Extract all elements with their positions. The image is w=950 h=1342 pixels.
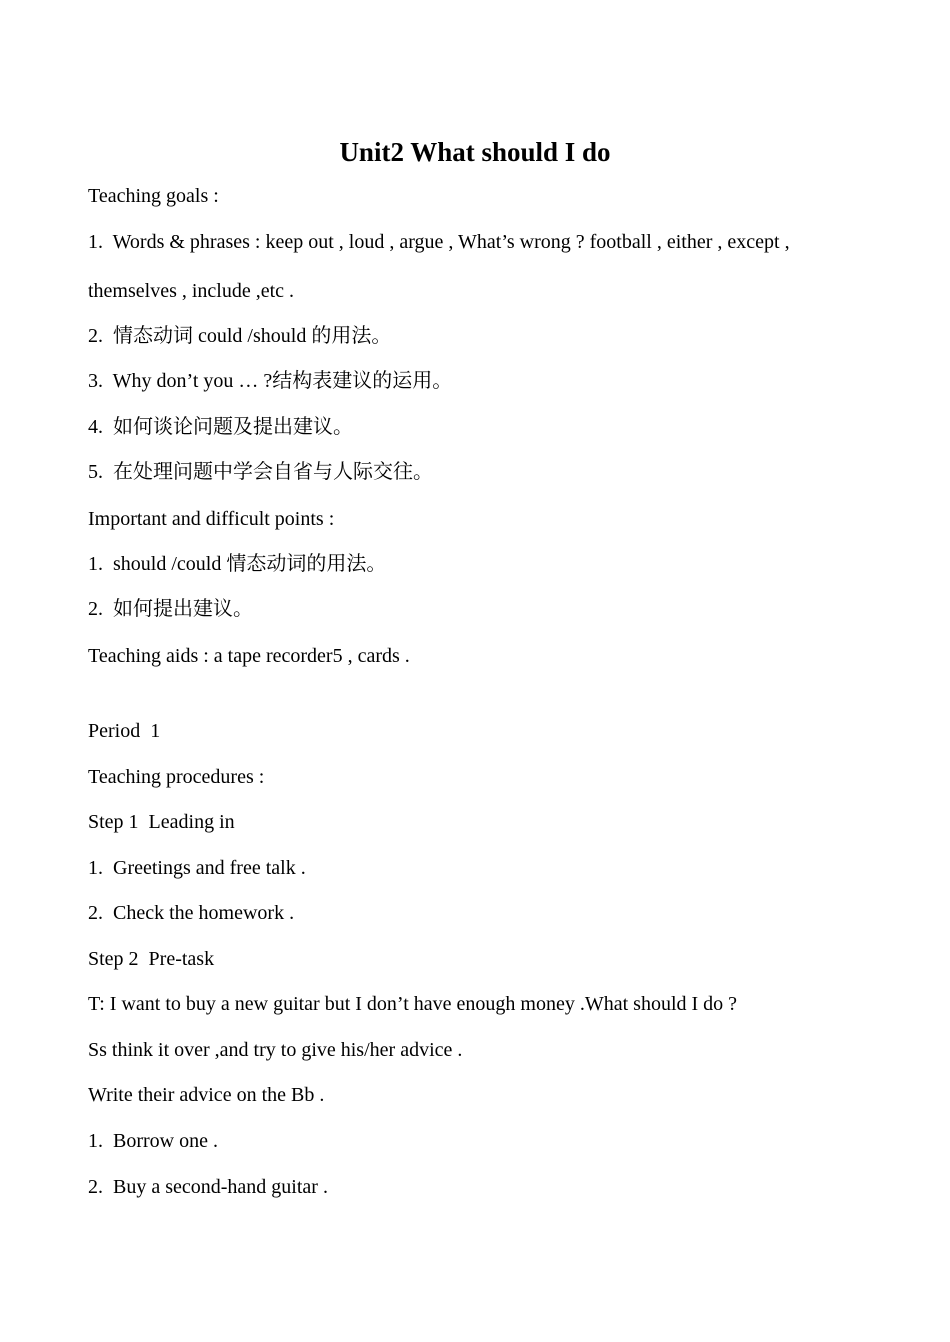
teaching-aids: Teaching aids : a tape recorder5 , cards .: [88, 645, 410, 667]
step-2-heading: Step 2 Pre-task: [88, 948, 215, 970]
period-heading: Period 1: [88, 720, 161, 742]
advice-item-2: 2. Buy a second-hand guitar .: [88, 1176, 328, 1198]
board-instruction: Write their advice on the Bb .: [88, 1084, 325, 1106]
goal-item-1: 1. Words & phrases : keep out , loud , argue , What’s wrong ? football , either , except ,: [88, 231, 790, 253]
step-1-item-1: 1. Greetings and free talk .: [88, 857, 306, 879]
section-heading-important-points: Important and difficult points :: [88, 508, 335, 530]
goal-item-5: 5. 在处理问题中学会自省与人际交往。: [88, 461, 433, 483]
point-item-2: 2. 如何提出建议。: [88, 598, 253, 620]
teacher-line: T: I want to buy a new guitar but I don’t have enough money .What should I do ?: [88, 993, 738, 1015]
document-title: Unit2 What should I do: [339, 137, 611, 167]
section-heading-procedures: Teaching procedures :: [88, 766, 265, 788]
goal-item-1-continued: themselves , include ,etc .: [88, 280, 295, 302]
advice-item-1: 1. Borrow one .: [88, 1130, 218, 1152]
step-1-heading: Step 1 Leading in: [88, 811, 235, 833]
goal-item-2: 2. 情态动词 could /should 的用法。: [88, 325, 392, 347]
point-item-1: 1. should /could 情态动词的用法。: [88, 553, 387, 575]
step-1-item-2: 2. Check the homework .: [88, 902, 295, 924]
goal-item-4: 4. 如何谈论问题及提出建议。: [88, 416, 353, 438]
goal-item-3: 3. Why don’t you … ?结构表建议的运用。: [88, 370, 453, 392]
section-heading-teaching-goals: Teaching goals :: [88, 185, 219, 207]
students-line: Ss think it over ,and try to give his/her advice .: [88, 1039, 463, 1061]
